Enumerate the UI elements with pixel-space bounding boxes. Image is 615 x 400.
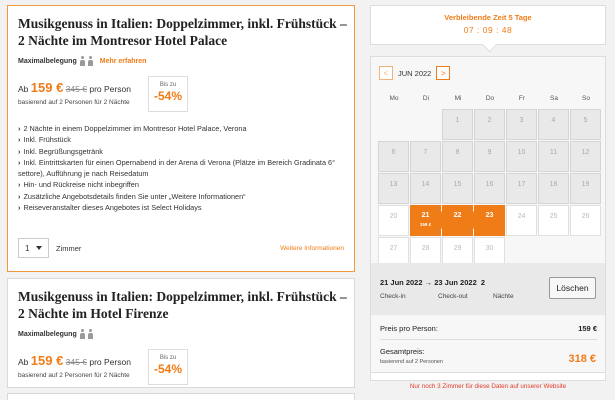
day-number: 2	[487, 117, 492, 124]
timer-label: Verbleibende Zeit 5 Tage	[444, 13, 532, 22]
discount-pct: -54%	[153, 89, 182, 103]
price-line	[18, 353, 131, 368]
checkout-date: 23 Jun 2022	[434, 278, 477, 287]
calendar-day[interactable]	[474, 109, 505, 140]
clear-button[interactable]: Löschen	[549, 277, 596, 299]
rooms-label: Zimmer	[56, 243, 82, 253]
weekday-label: Do	[485, 95, 495, 102]
day-number: 14	[421, 181, 430, 188]
weekday-label: Mi	[454, 95, 462, 102]
calendar-day[interactable]	[538, 109, 569, 140]
day-number: 7	[423, 149, 428, 156]
calendar-day[interactable]	[538, 173, 569, 204]
day-number: 5	[583, 117, 588, 124]
day-number: 6	[391, 149, 396, 156]
calendar-nav	[379, 66, 450, 80]
calendar-day[interactable]	[570, 109, 601, 140]
feature-text: Zusätzliche Angebotsdetails finden Sie unter „Weitere Informationen“	[23, 191, 246, 201]
weekday-label: So	[582, 95, 590, 102]
day-number: 24	[517, 213, 526, 220]
calendar-day[interactable]	[506, 205, 537, 236]
person-icon	[80, 329, 85, 339]
calendar-day[interactable]	[410, 205, 441, 236]
chevron-right-icon: ›	[18, 203, 21, 213]
calendar-day[interactable]	[474, 173, 505, 204]
max-occupancy	[18, 329, 93, 339]
day-number: 9	[487, 149, 492, 156]
timer-value: 07 : 09 : 48	[463, 25, 513, 35]
price-suffix: pro Person	[89, 357, 131, 367]
price-old: 345 €	[65, 357, 87, 367]
calendar-day[interactable]	[410, 141, 441, 172]
max-occupancy	[18, 56, 146, 66]
calendar-day[interactable]	[538, 205, 569, 236]
day-number: 3	[519, 117, 524, 124]
list-item	[18, 179, 350, 190]
weekday-label: Mo	[389, 95, 399, 102]
calendar-month: JUN 2022	[398, 68, 432, 78]
day-number: 25	[549, 213, 558, 220]
total-label: Gesamtpreis:	[380, 347, 425, 356]
day-number: 19	[581, 181, 590, 188]
price-old: 345 €	[65, 84, 87, 94]
total-value: 318 €	[568, 353, 596, 365]
price-per-person-row	[380, 324, 597, 333]
prev-month-button[interactable]	[379, 66, 393, 80]
weekday-label: Sa	[550, 95, 558, 102]
calendar-day[interactable]	[442, 141, 473, 172]
per-person-value: 159 €	[578, 324, 597, 333]
day-number: 26	[581, 213, 590, 220]
day-number: 1	[455, 117, 460, 124]
rooms-select[interactable]	[18, 238, 49, 258]
feature-text: Reiseveranstalter dieses Angebotes ist Select Holidays	[23, 203, 202, 213]
price-now: 159 €	[30, 80, 64, 95]
total-row	[380, 347, 443, 365]
day-number: 20	[389, 213, 398, 220]
day-number: 15	[453, 181, 462, 188]
day-number: 21	[421, 212, 430, 219]
discount-pct: -54%	[153, 362, 182, 376]
chevron-right-icon: >	[441, 68, 446, 78]
day-number: 12	[581, 149, 590, 156]
divider	[380, 339, 597, 340]
offer-card-1	[7, 5, 355, 272]
calendar-day[interactable]	[570, 205, 601, 236]
calendar-empty	[410, 109, 441, 140]
chevron-left-icon: <	[383, 68, 389, 78]
arrow-right-icon: →	[424, 278, 433, 287]
person-icon	[80, 56, 85, 66]
occupancy-label: Maximalbelegung	[18, 330, 77, 338]
price-basis: basierend auf 2 Personen für 2 Nächte	[18, 99, 130, 106]
checkout-label: Check-out	[438, 293, 468, 300]
list-item	[18, 146, 350, 157]
next-month-button[interactable]	[436, 66, 450, 80]
more-information-link[interactable]: Weitere Informationen	[280, 245, 344, 252]
price-line	[18, 80, 131, 95]
more-info-link[interactable]: Mehr erfahren	[99, 57, 147, 65]
chevron-right-icon: ›	[18, 135, 21, 145]
availability-warning: Nur noch 3 Zimmer für diese Daten auf unserer Website	[409, 383, 567, 390]
list-item	[18, 123, 350, 134]
chevron-down-icon	[36, 246, 42, 250]
day-number: 29	[453, 245, 462, 252]
checkin-date: 21 Jun 2022	[380, 278, 423, 287]
checkin-label: Check-in	[380, 293, 406, 300]
occupancy-label: Maximalbelegung	[18, 57, 77, 65]
discount-upto: Bis zu	[159, 355, 177, 361]
list-item	[18, 202, 350, 213]
offer-title[interactable]: Musikgenuss in Italien: Doppelzimmer, inkl. Frühstück – 2 Nächte im Montresor Hotel Palace	[18, 16, 347, 48]
stay-dates	[380, 278, 485, 287]
calendar-day[interactable]	[378, 141, 409, 172]
calendar-day[interactable]	[506, 173, 537, 204]
price-basis: basierend auf 2 Personen für 2 Nächte	[18, 372, 130, 379]
feature-text: Inkl. Eintrittskarten für einen Opernabend in der Arena di Verona (Plätze im Bereich Gradinata 6° settore), Aufführung je nach Reisedatum	[18, 157, 336, 179]
calendar-day[interactable]	[378, 173, 409, 204]
weekday-label: Di	[422, 95, 430, 102]
nights-count: 2	[480, 278, 486, 287]
calendar-day[interactable]	[442, 109, 473, 140]
day-number: 22	[453, 212, 462, 219]
rooms-value: 1	[25, 243, 30, 253]
day-number: 23	[485, 212, 494, 219]
calendar-day[interactable]	[442, 173, 473, 204]
weekday-label: Fr	[518, 95, 526, 102]
calendar-day[interactable]	[538, 141, 569, 172]
calendar-day[interactable]	[570, 173, 601, 204]
price-now: 159 €	[30, 353, 64, 368]
price-prefix: Ab	[18, 357, 29, 367]
list-item	[18, 134, 350, 145]
calendar-day[interactable]	[570, 141, 601, 172]
feature-text: Hin- und Rückreise nicht inbegriffen	[23, 180, 139, 190]
chevron-right-icon: ›	[18, 180, 21, 190]
day-number: 4	[551, 117, 556, 124]
discount-badge	[148, 349, 188, 385]
day-number: 13	[389, 181, 398, 188]
booking-panel	[370, 56, 606, 373]
weekday-header	[378, 95, 602, 102]
chevron-right-icon: ›	[18, 191, 21, 201]
person-icon	[88, 329, 93, 339]
person-icon	[88, 56, 93, 66]
stay-summary	[371, 263, 605, 315]
day-number: 16	[485, 181, 494, 188]
calendar-day[interactable]	[378, 205, 409, 236]
chevron-right-icon: ›	[18, 124, 21, 133]
calendar-empty	[378, 109, 409, 140]
day-number: 30	[485, 245, 494, 252]
calendar-day[interactable]	[506, 141, 537, 172]
offer-card-3	[7, 393, 355, 400]
feature-text: Inkl. Frühstück	[23, 135, 71, 145]
offer-card-2	[7, 278, 355, 388]
day-number: 10	[517, 149, 526, 156]
offer-title[interactable]: Musikgenuss in Italien: Doppelzimmer, inkl. Frühstück – 2 Nächte im Hotel Firenze	[18, 289, 347, 321]
price-suffix: pro Person	[89, 84, 131, 94]
calendar-grid	[378, 109, 601, 268]
feature-text: Inkl. Begrüßungsgetränk	[23, 146, 103, 156]
countdown-timer	[370, 5, 606, 45]
per-person-label: Preis pro Person:	[380, 324, 438, 333]
day-price: 159 €	[419, 222, 432, 227]
list-item	[18, 157, 350, 180]
day-number: 28	[421, 245, 430, 252]
feature-list	[18, 123, 350, 213]
discount-badge	[148, 76, 188, 112]
stay-labels	[380, 293, 514, 300]
chevron-right-icon: ›	[18, 157, 21, 167]
day-number: 18	[549, 181, 558, 188]
feature-text: 2 Nächte in einem Doppelzimmer im Montresor Hotel Palace, Verona	[23, 124, 247, 133]
price-prefix: Ab	[18, 84, 29, 94]
discount-upto: Bis zu	[159, 82, 177, 88]
day-number: 27	[389, 245, 398, 252]
day-number: 8	[455, 149, 460, 156]
list-item	[18, 191, 350, 202]
calendar-day[interactable]	[474, 141, 505, 172]
calendar-day[interactable]	[410, 173, 441, 204]
panel-footer	[370, 373, 606, 381]
day-number: 17	[517, 181, 526, 188]
nights-label: Nächte	[493, 293, 514, 300]
total-sub: basierend auf 2 Personen	[380, 359, 443, 365]
calendar-day[interactable]	[506, 109, 537, 140]
day-number: 11	[549, 149, 558, 156]
chevron-right-icon: ›	[18, 146, 21, 156]
rooms-selector	[18, 238, 81, 258]
